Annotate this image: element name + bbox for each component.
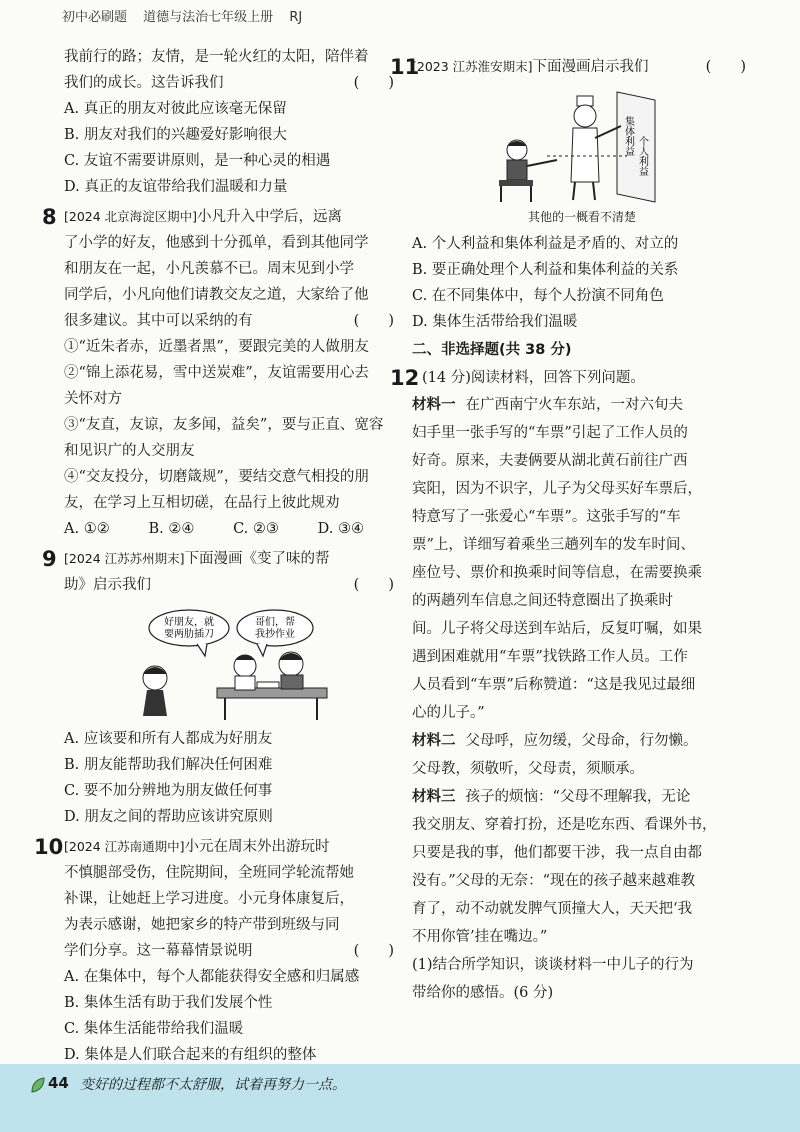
material-line: 孩子的烦恼：“父母不理解我，无论 xyxy=(465,789,691,805)
option-d: D. 真正的友谊带给我们温暖和力量 xyxy=(64,179,288,195)
option-a: A. 应该要和所有人都成为好朋友 xyxy=(64,731,273,747)
material-line: 不用你管’挂在嘴边。” xyxy=(412,929,548,945)
subject-name: 道德与法治七年级上册 xyxy=(143,10,274,25)
q8-stem-line: 很多建议。其中可以采纳的有 xyxy=(64,313,253,329)
material-line: 间。儿子将父母送到车站后，反复叮嘱，如果 xyxy=(412,621,702,637)
question-7 xyxy=(64,44,400,200)
bubble-text: 要两肋插刀 xyxy=(164,629,214,640)
material-line: 我交朋友、穿着打扮，还是吃东西、看课外书， xyxy=(412,817,717,833)
answer-paren: ( ) xyxy=(353,313,394,329)
choice-b: B. ②④ xyxy=(148,521,195,537)
edition-tag: RJ xyxy=(289,10,303,25)
material-line: 父母教，须敬听，父母责，须顺承。 xyxy=(412,761,644,777)
board-label-personal: 个人利益 xyxy=(636,136,648,176)
option-a: A. 个人利益和集体利益是矛盾的、对立的 xyxy=(412,236,679,252)
statement-item: ②“锦上添花易，雪中送炭难”，友谊需要用心去 xyxy=(64,365,369,381)
option-b: B. 朋友对我们的兴趣爱好影响很大 xyxy=(64,127,287,143)
question-9 xyxy=(42,546,400,830)
material-line: 妇手里一张手写的“车票”引起了工作人员的 xyxy=(412,425,688,441)
option-b: B. 朋友能帮助我们解决任何困难 xyxy=(64,757,273,773)
option-a: A. 在集体中，每个人都能获得安全感和归属感 xyxy=(64,969,360,985)
page-number: 44 xyxy=(48,1074,69,1092)
board-label-collective: 集体利益 xyxy=(622,116,634,156)
q8-stem-line: 了小学的好友，他感到十分孤单，看到其他同学 xyxy=(64,235,369,251)
choice-c: C. ②③ xyxy=(233,521,279,537)
answer-paren: ( ) xyxy=(353,943,394,959)
q10-stem-line: 小元在周末外出游玩时 xyxy=(184,839,330,855)
statement-item: 关怀对方 xyxy=(64,391,122,407)
material-line: 人员看到“车票”后称赞道：“这是我见过最细 xyxy=(412,677,696,693)
material-line: 没有。”父母的无奈：“现在的孩子越来越难教 xyxy=(412,873,696,889)
statement-item: ④“交友投分，切磨箴规”，要结交意气相投的朋 xyxy=(64,469,369,485)
material-line: 只要是我的事，他们都要干涉，我一点自由都 xyxy=(412,845,702,861)
cartoon-interests-illustration xyxy=(487,86,677,204)
material-line: 心的儿子。” xyxy=(412,705,485,721)
question-source: [2024 北京海淀区期中] xyxy=(64,209,198,224)
question-8 xyxy=(42,204,400,542)
footer-motto: 变好的过程都不太舒服，试着再努力一点。 xyxy=(80,1077,346,1093)
option-c: C. 友谊不需要讲原则，是一种心灵的相遇 xyxy=(64,153,331,169)
q7-stem-line: 我们的成长。这告诉我们 ( ) xyxy=(64,70,400,96)
left-column xyxy=(34,44,400,1068)
q8-stem-line: 和朋友在一起，小凡羡慕不已。周末见到小学 xyxy=(64,261,354,277)
sub-question-line: (1)结合所学知识，谈谈材料一中儿子的行为 xyxy=(412,957,694,973)
material-line: 好奇。原来，夫妻俩要从湖北黄石前往广西 xyxy=(412,453,688,469)
material-line: 特意写了一张爱心“车票”。这张手写的“车 xyxy=(412,509,681,525)
material-label: 材料一 xyxy=(412,397,456,413)
question-11 xyxy=(390,54,752,335)
series-name: 初中必刷题 xyxy=(62,10,128,25)
leaf-icon xyxy=(30,1076,46,1094)
material-line: 遇到困难就用“车票”找铁路工作人员。工作 xyxy=(412,649,688,665)
statement-item: ③“友直，友谅，友多闻，益矣”，要与正直、宽容 xyxy=(64,417,384,433)
bubble-text: 哥们，帮 xyxy=(255,617,295,628)
question-number: 11 xyxy=(390,55,420,79)
material-line: 票”上，详细写着乘坐三趟列车的发车时间、 xyxy=(412,537,695,553)
q10-stem-line: 为表示感谢，她把家乡的特产带到班级与同 xyxy=(64,917,340,933)
material-line: 在广西南宁火车东站，一对六旬夫 xyxy=(465,397,683,413)
q8-stem-line: 小凡升入中学后，远离 xyxy=(197,209,343,225)
choice-row xyxy=(64,516,364,542)
question-source: [2024 江苏南通期中] xyxy=(64,839,185,854)
option-b: B. 要正确处理个人利益和集体利益的关系 xyxy=(412,262,679,278)
material-line: 父母呼，应勿缓，父母命，行勿懒。 xyxy=(465,733,698,749)
question-score: (14 分) xyxy=(422,370,471,386)
page-footer xyxy=(0,1064,800,1132)
statement-item: 和见识广的人交朋友 xyxy=(64,443,195,459)
answer-paren: ( ) xyxy=(353,75,394,91)
cartoon-friends-illustration xyxy=(117,604,347,722)
option-c: C. 要不加分辨地为朋友做任何事 xyxy=(64,783,273,799)
option-d: D. 朋友之间的帮助应该讲究原则 xyxy=(64,809,273,825)
option-d: D. 集体生活带给我们温暖 xyxy=(412,314,578,330)
right-column xyxy=(390,54,752,1007)
sub-question-line: 带给你的感悟。(6 分) xyxy=(412,985,554,1001)
bubble-text: 好朋友，就 xyxy=(164,617,214,628)
section-heading: 二、非选择题(共 38 分) xyxy=(412,342,572,358)
q11-stem: 下面漫画启示我们 xyxy=(532,59,649,75)
statement-item: 友，在学习上互相切磋，在品行上彼此规劝 xyxy=(64,495,340,511)
choice-d: D. ③④ xyxy=(317,521,364,537)
q9-stem-line: 下面漫画《变了味的帮 xyxy=(184,551,330,567)
question-number: 9 xyxy=(42,547,57,571)
question-10 xyxy=(34,834,400,1068)
option-c: C. 集体生活能带给我们温暖 xyxy=(64,1021,244,1037)
statement-item: ①“近朱者赤，近墨者黑”，要跟完美的人做朋友 xyxy=(64,339,369,355)
q8-stem-line: 同学后，小凡向他们请教交友之道，大家给了他 xyxy=(64,287,369,303)
material-label: 材料二 xyxy=(412,733,456,749)
question-number: 8 xyxy=(42,205,57,229)
option-c: C. 在不同集体中，每个人扮演不同角色 xyxy=(412,288,664,304)
q10-stem-line: 不慎腿部受伤，住院期间，全班同学轮流帮她 xyxy=(64,865,354,881)
material-line: 宾阳，因为不识字，儿子为父母买好车票后， xyxy=(412,481,702,497)
option-b: B. 集体生活有助于我们发展个性 xyxy=(64,995,273,1011)
answer-paren: ( ) xyxy=(353,577,394,593)
material-line: 的两趟列车信息之间还特意圈出了换乘时 xyxy=(412,593,673,609)
question-number: 10 xyxy=(34,835,64,859)
cartoon-caption: 其他的一概看不清楚 xyxy=(527,210,636,224)
q10-stem-line: 补课，让她赶上学习进度。小元身体康复后， xyxy=(64,891,354,907)
option-d: D. 集体是人们联合起来的有组织的整体 xyxy=(64,1047,317,1063)
question-12 xyxy=(390,365,752,1007)
material-line: 座位号、票价和换乘时间等信息，在需要换乘 xyxy=(412,565,702,581)
q10-stem-line: 学们分享。这一幕幕情景说明 xyxy=(64,943,253,959)
bubble-text: 我抄作业 xyxy=(255,629,295,640)
option-a: A. 真正的朋友对彼此应该毫无保留 xyxy=(64,101,287,117)
material-label: 材料三 xyxy=(412,789,456,805)
material-line: 育了，动不动就发脾气顶撞大人，天天把‘我 xyxy=(412,901,693,917)
answer-paren: ( ) xyxy=(705,59,746,75)
q12-stem: 阅读材料，回答下列问题。 xyxy=(470,370,645,386)
choice-a: A. ①② xyxy=(64,521,110,537)
page-header xyxy=(62,6,314,25)
question-number: 12 xyxy=(390,366,420,390)
question-source: [2024 江苏苏州期末] xyxy=(64,551,185,566)
question-source: [2023 江苏淮安期末] xyxy=(412,59,533,74)
q9-stem-line: 助》启示我们 xyxy=(64,577,151,593)
q7-stem-line: 我前行的路；友情，是一轮火红的太阳，陪伴着 xyxy=(64,49,369,65)
